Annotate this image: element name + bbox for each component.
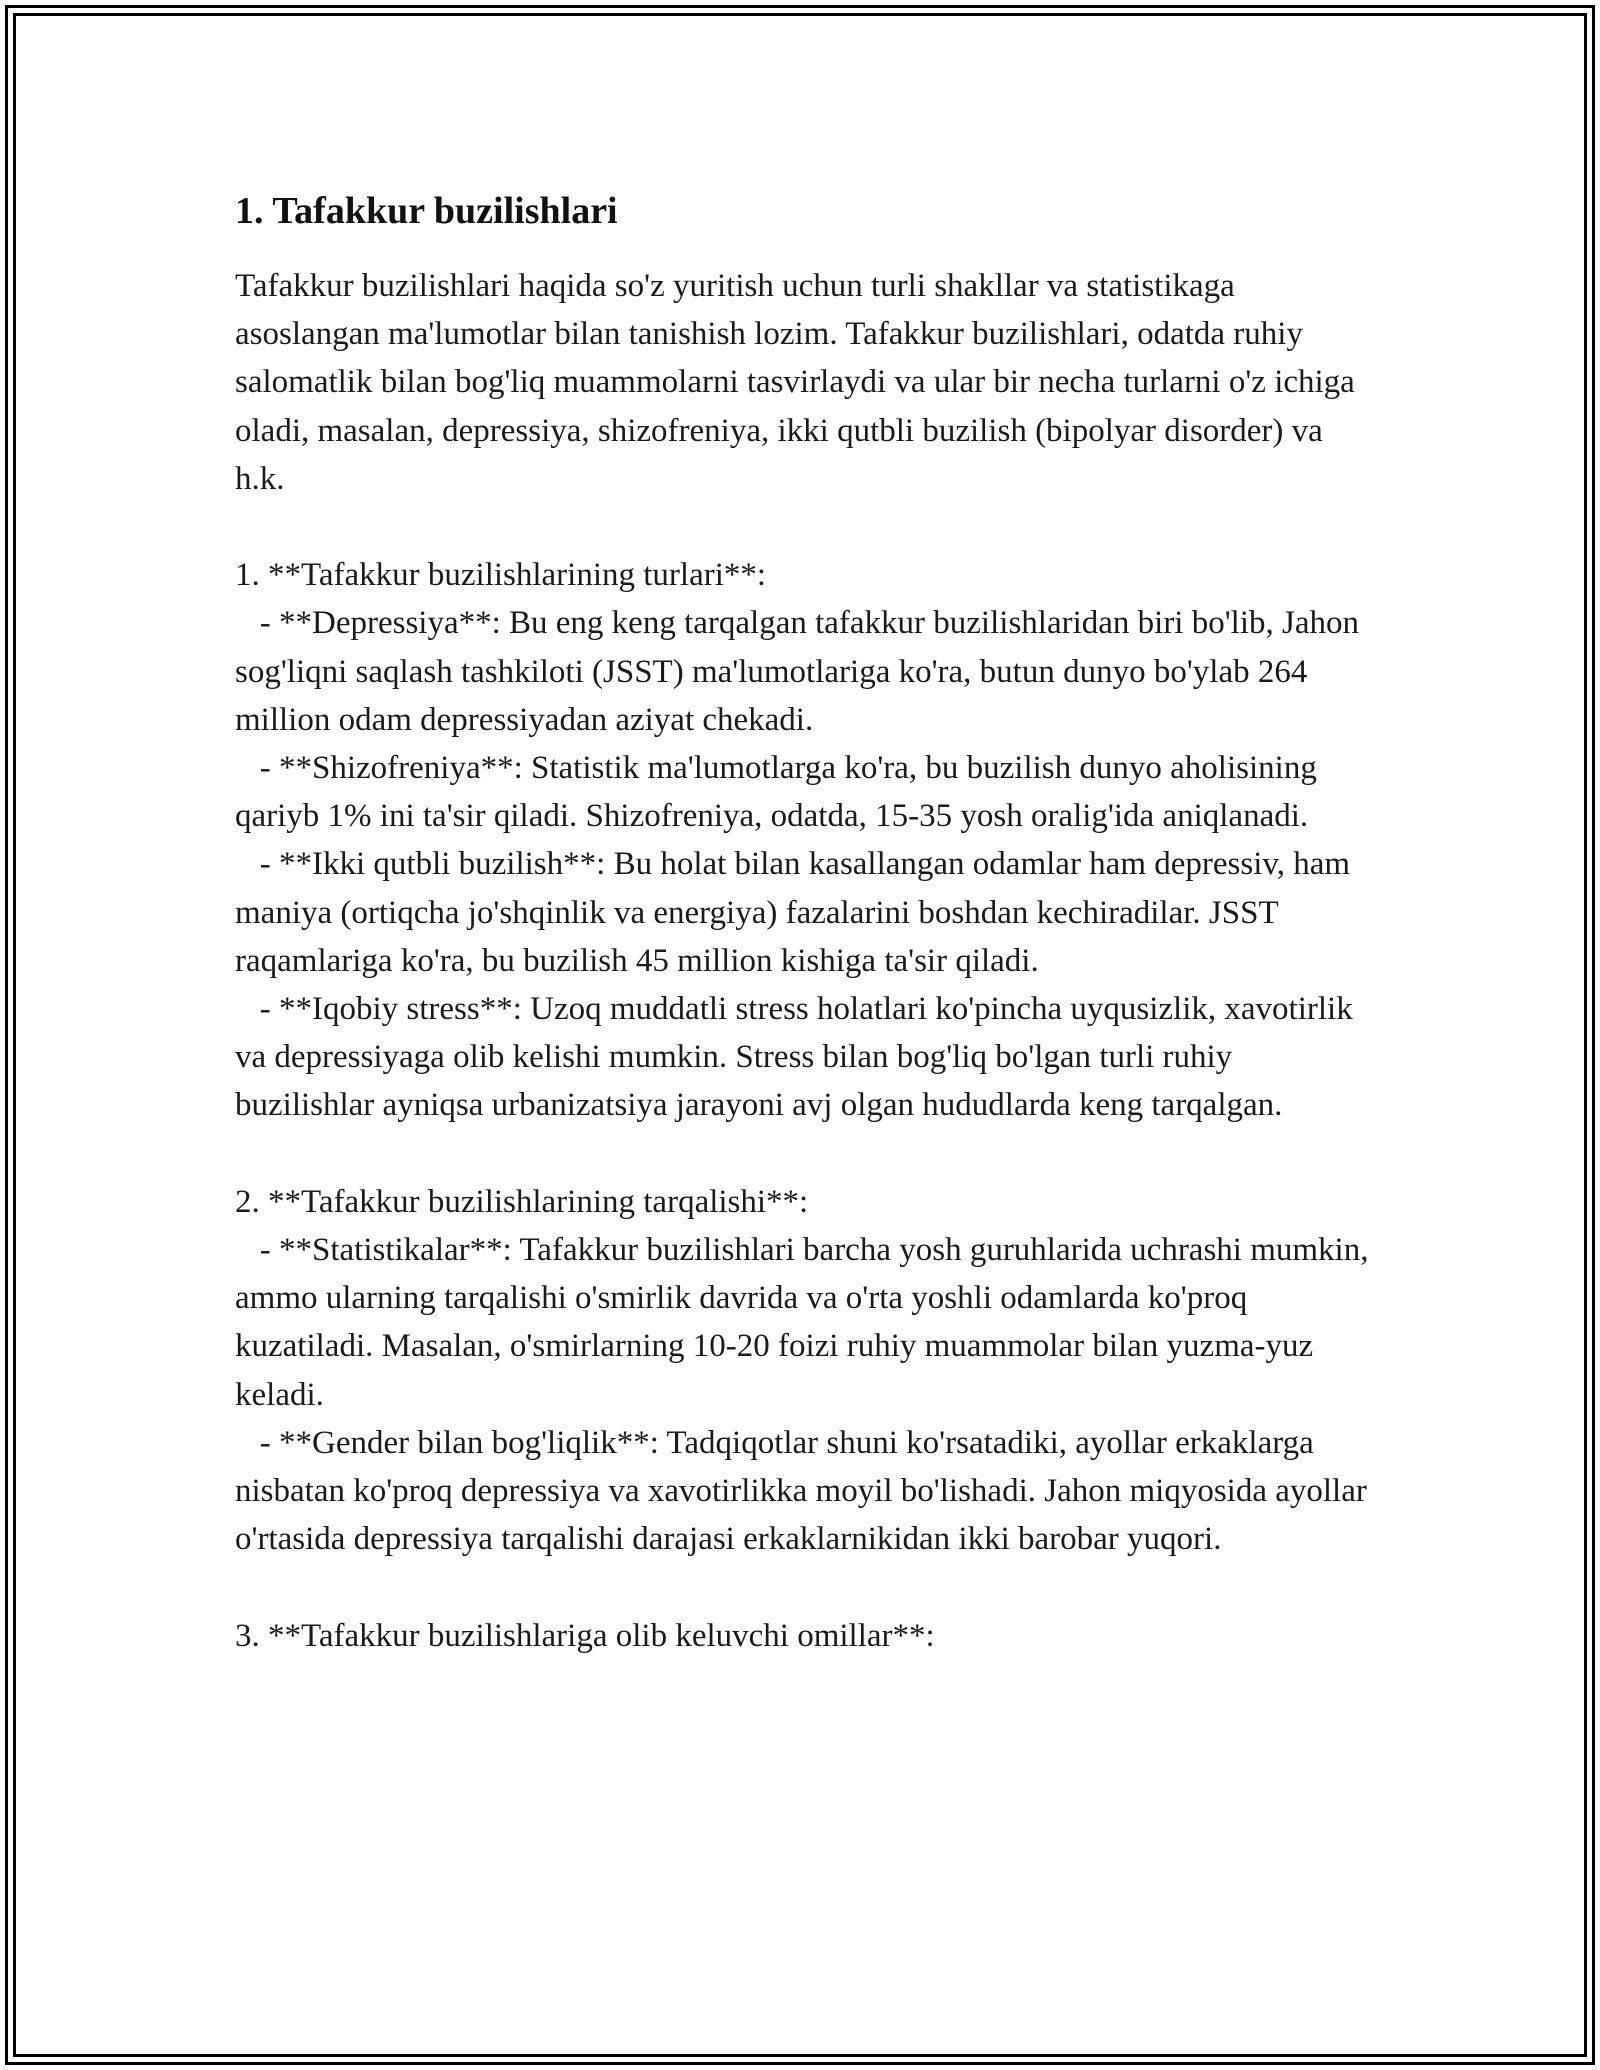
section-1-item-shizofreniya: - **Shizofreniya**: Statistik ma'lumotlarga ko'ra, bu buzilish dunyo aholisining qariyb 1% ini ta'sir qiladi. Shizofreniya, odatda, 15-35 yosh oralig'ida aniqlanadi.: [235, 750, 1326, 835]
document-body: [235, 186, 1375, 1660]
blank-line: [235, 503, 1375, 551]
section-1-item-ikki-qutbli: - **Ikki qutbli buzilish**: Bu holat bilan kasallangan odamlar ham depressiv, ham maniya (ortiqcha jo'shqinlik va energiya) fazalarini boshdan kechiradilar. JSST raqamlariga ko'ra, bu buzilish 45 million kishiga ta'sir qiladi.: [235, 846, 1359, 979]
section-1-item-stress: - **Iqobiy stress**: Uzoq muddatli stress holatlari ko'pincha uyqusizlik, xavotirlik va depressiyaga olib kelishi mumkin. Stress bilan bog'liq bo'lgan turli ruhiy buzilishlar ayniqsa urbanizatsiya jarayoni avj olgan hududlarda keng tarqalgan.: [235, 991, 1361, 1124]
section-3-title: 3. **Tafakkur buzilishlariga olib keluvchi omillar**:: [235, 1617, 935, 1654]
document-heading: 1. Tafakkur buzilishlari: [235, 190, 618, 232]
section-2-item-gender: - **Gender bilan bog'liqlik**: Tadqiqotlar shuni ko'rsatadiki, ayollar erkaklarga nisbatan ko'proq depressiya va xavotirlikka moyil bo'lishadi. Jahon miqyosida ayollar o'rtasida depressiya tarqalishi darajasi erkaklarnikidan ikki barobar yuqori.: [235, 1424, 1376, 1558]
section-1-item-depressiya: - **Depressiya**: Bu eng keng tarqalgan tafakkur buzilishlaridan biri bo'lib, Jahon sog'liqni saqlash tashkiloti (JSST) ma'lumotlariga ko'ra, butun dunyo bo'ylab 264 million odam depressiyadan aziyat chekadi.: [235, 605, 1368, 738]
section-2-item-statistikalar: - **Statistikalar**: Tafakkur buzilishlari barcha yosh guruhlarida uchrashi mumkin, ammo ularning tarqalishi o'smirlik davrida va o'rta yoshli odamlarda ko'proq kuzatiladi. Masalan, o'smirlarning 10-20 foizi ruhiy muammolar bilan yuzma-yuz keladi.: [235, 1232, 1377, 1413]
section-1-title: 1. **Tafakkur buzilishlarining turlari**:: [235, 557, 767, 594]
blank-line: [235, 1130, 1375, 1178]
blank-line: [235, 1563, 1375, 1611]
section-2-title: 2. **Tafakkur buzilishlarining tarqalishi**:: [235, 1183, 809, 1220]
intro-paragraph: Tafakkur buzilishlari haqida so'z yuritish uchun turli shakllar va statistikaga asoslangan ma'lumotlar bilan tanishish lozim. Tafakkur buzilishlari, odatda ruhiy salomatlik bilan bog'liq muammolarni tasvirlaydi va ular bir necha turlarni o'z ichiga oladi, masalan, depressiya, shizofreniya, ikki qutbli buzilish (bipolyar disorder) va h.k.: [235, 268, 1364, 497]
